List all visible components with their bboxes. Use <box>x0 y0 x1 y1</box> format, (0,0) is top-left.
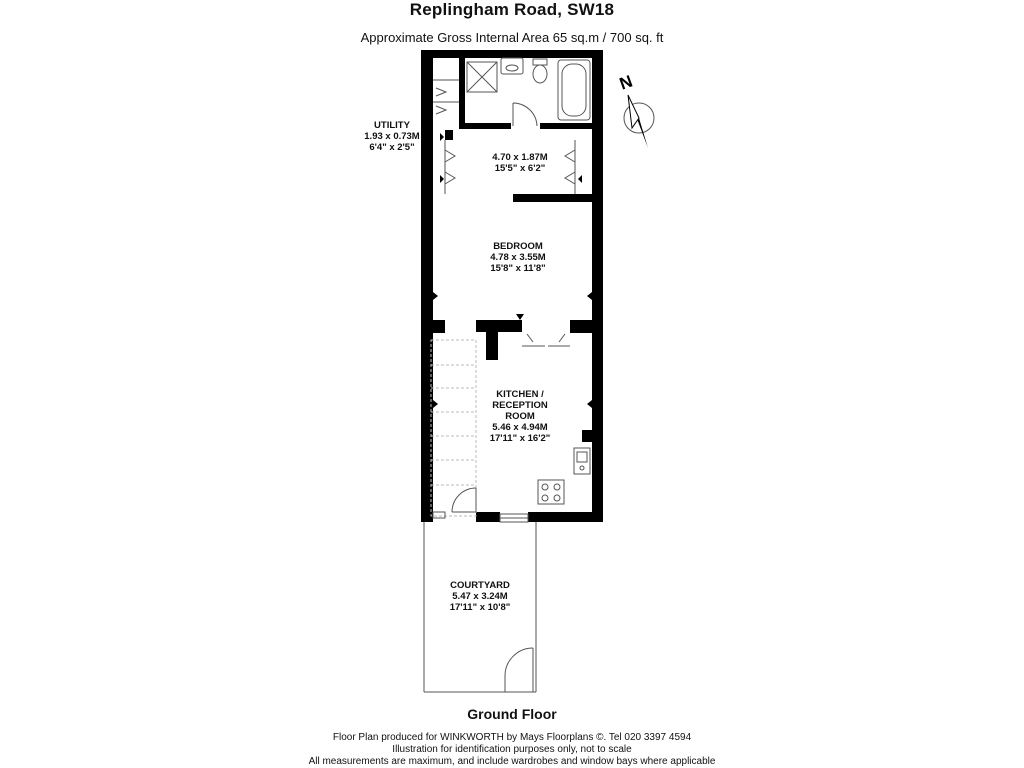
footer-line-1: Floor Plan produced for WINKWORTH by Mays Floorplans ©. Tel 020 3397 4594 <box>332 732 692 743</box>
kitchen-name-2: RECEPTION <box>492 400 548 411</box>
interior-thin-lines <box>433 80 575 194</box>
bathtub-icon <box>558 60 590 120</box>
kitchen-label <box>470 389 570 444</box>
svg-text:N: N <box>617 71 636 94</box>
bathroom-door-icon <box>513 103 537 126</box>
kitchen-imperial: 17'11" x 16'2" <box>489 433 551 444</box>
floor-label: Ground Floor <box>467 706 557 722</box>
north-arrow-icon <box>617 72 654 148</box>
kitchen-double-doors-icon <box>522 334 570 346</box>
front-window-icon <box>500 514 528 522</box>
bedroom-name: BEDROOM <box>493 241 543 252</box>
area-subtitle: Approximate Gross Internal Area 65 sq.m / 700 sq. ft <box>360 30 664 45</box>
page-title: Replingham Road, SW18 <box>409 0 615 19</box>
sink-icon <box>574 448 590 474</box>
utility-name: UTILITY <box>374 120 410 131</box>
front-door-icon <box>433 488 476 518</box>
kitchen-metric: 5.46 x 4.94M <box>492 422 548 433</box>
basin-icon <box>501 58 523 74</box>
utility-door-icons <box>436 88 446 114</box>
bedroom-label <box>468 241 568 274</box>
shower-icon <box>467 62 497 92</box>
kitchen-name-3: ROOM <box>505 411 535 422</box>
exterior-walls <box>421 50 603 522</box>
courtyard-label <box>430 580 530 613</box>
bedroom-imperial: 15'8" x 11'8" <box>490 263 546 274</box>
dressing-label <box>470 152 570 174</box>
kitchen-name-1: KITCHEN / <box>496 389 544 400</box>
courtyard-metric: 5.47 x 3.24M <box>452 591 508 602</box>
footer-line-2: Illustration for identification purposes only, not to scale <box>392 744 632 755</box>
dressing-imperial: 15'5" x 6'2" <box>494 163 546 174</box>
utility-imperial: 6'4" x 2'5" <box>369 142 415 153</box>
hob-icon <box>538 480 564 504</box>
dressing-metric: 4.70 x 1.87M <box>492 152 548 163</box>
utility-label <box>356 120 428 153</box>
courtyard-name: COURTYARD <box>450 580 510 591</box>
courtyard-imperial: 17'11" x 10'8" <box>449 602 511 613</box>
toilet-icon <box>533 59 547 83</box>
bedroom-metric: 4.78 x 3.55M <box>490 252 546 263</box>
footer-line-3: All measurements are maximum, and include wardrobes and window bays where applicable <box>308 756 716 767</box>
courtyard-gate-icon <box>505 648 533 692</box>
utility-metric: 1.93 x 0.73M <box>364 131 420 142</box>
